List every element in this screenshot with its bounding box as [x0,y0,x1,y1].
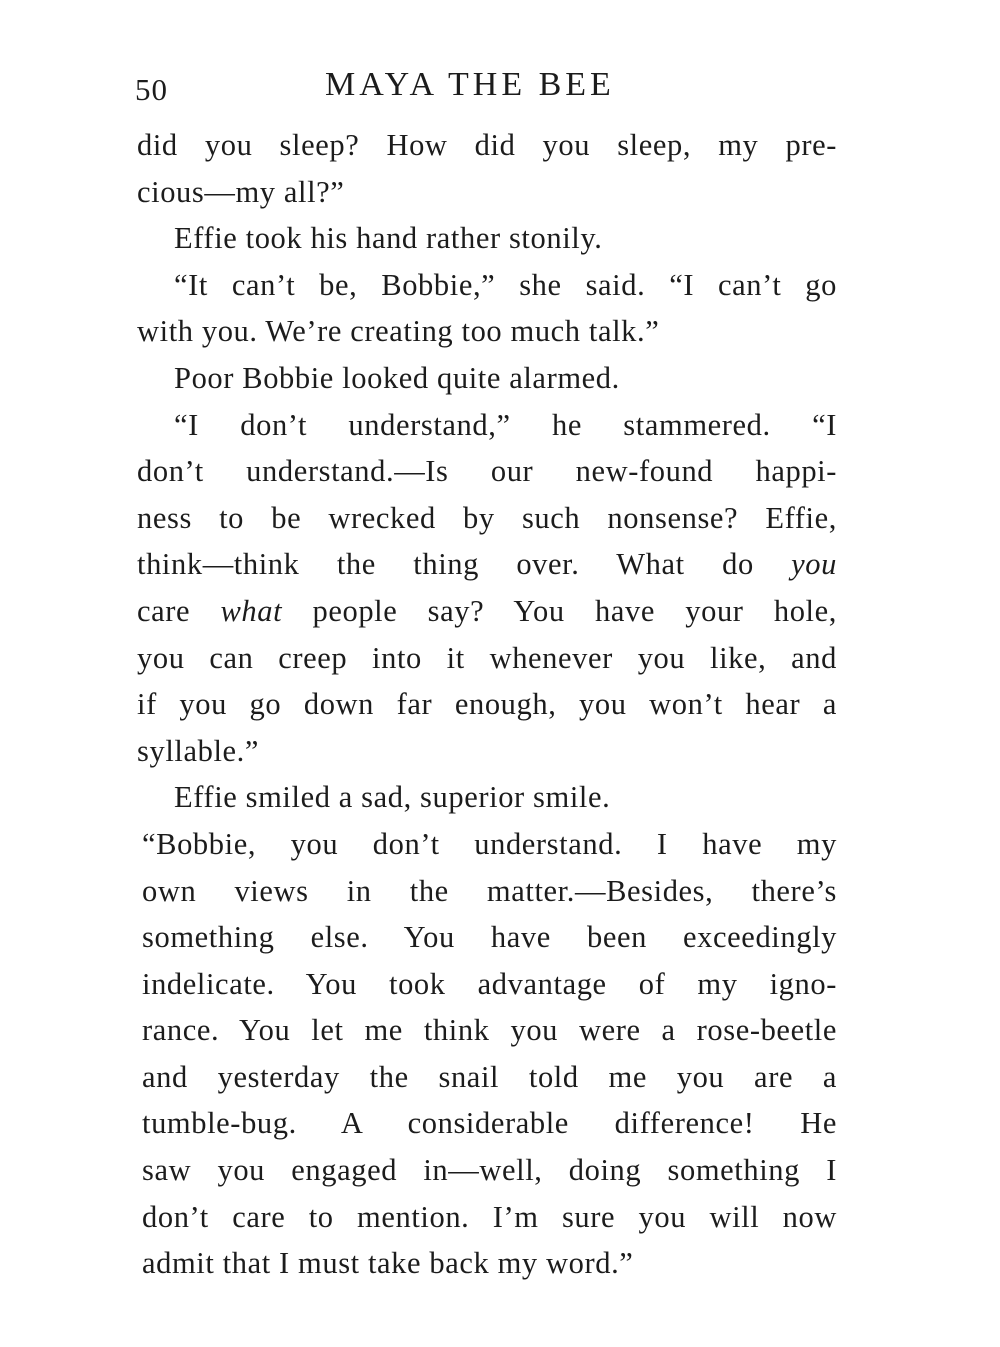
running-title: MAYA THE BEE [325,66,615,103]
text-line: admit that I must take back my word.” [142,1246,634,1281]
text-line: “I don’t understand,” he stammered. “I [174,407,837,442]
text-line: with you. We’re creating too much talk.” [137,314,660,349]
text-line: rance. You let me think you were a rose-beetle [142,1013,837,1048]
text-line: saw you engaged in—well, doing something I [142,1153,837,1188]
text-line: “It can’t be, Bobbie,” she said. “I can’t go [174,267,837,302]
page-header [135,62,835,112]
page-number: 50 [135,72,168,107]
line-text: think—think the thing over. What do [137,547,792,582]
italic-word: what [220,593,283,628]
text-line: syllable.” [137,733,260,768]
text-line: and yesterday the snail told me you are a [142,1059,837,1094]
text-line [137,541,837,588]
italic-word: you [791,547,837,582]
text-line: ness to be wrecked by such nonsense? Effie, [137,500,837,535]
text-line: Poor Bobbie looked quite alarmed. [174,360,620,395]
text-line: tumble-bug. A considerable difference! He [142,1106,837,1141]
text-line: don’t understand.—Is our new-found happi- [137,454,837,489]
text-line: if you go down far enough, you won’t hear a [137,687,837,722]
line-text: people say? You have your hole, [282,593,837,628]
text-line: something else. You have been exceedingly [142,920,837,955]
line-text: care [137,593,221,628]
text-line: “Bobbie, you don’t understand. I have my [142,826,837,861]
text-line: did you sleep? How did you sleep, my pre- [137,128,837,162]
text-line: own views in the matter.—Besides, there’s [142,873,837,908]
text-line: cious—my all?” [137,174,345,209]
text-line [137,588,837,635]
text-line: don’t care to mention. I’m sure you will now [142,1199,837,1234]
text-line: indelicate. You took advantage of my igno- [142,966,837,1001]
text-line: Effie smiled a sad, superior smile. [174,780,611,815]
body-text [137,122,837,1287]
text-line: you can creep into it whenever you like, and [137,640,837,675]
text-line: Effie took his hand rather stonily. [174,221,603,256]
